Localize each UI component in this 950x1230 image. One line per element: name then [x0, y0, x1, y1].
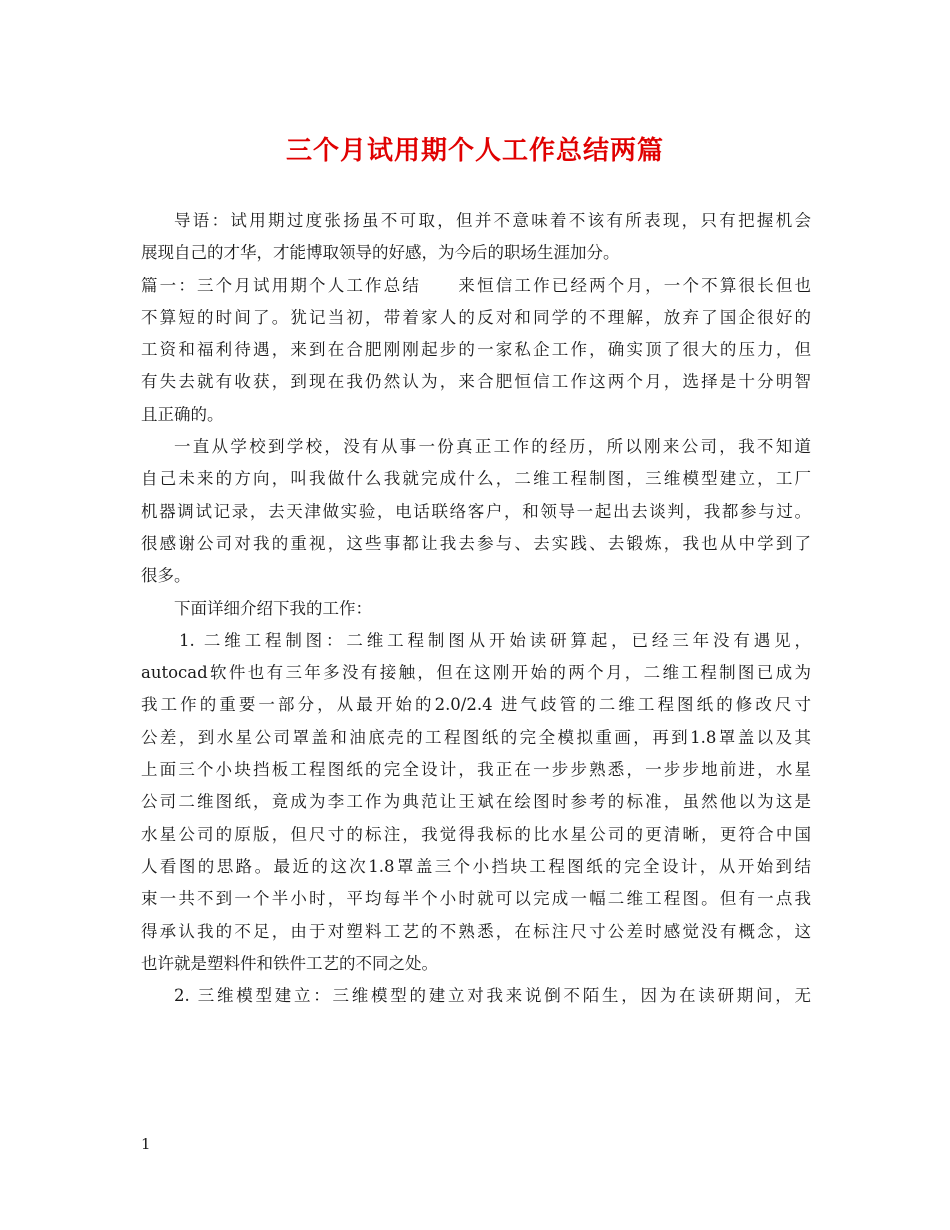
text-line: 不算短的时间了。犹记当初，带着家人的反对和同学的不理解，放弃了国企很好的 — [141, 307, 811, 327]
text-line: 1. 二维工程制图：二维工程制图从开始读研算起，已经三年没有遇见， — [179, 630, 811, 650]
text-line: 束一共不到一个半小时，平均每半个小时就可以完成一幅二维工程图。但有一点我 — [141, 889, 811, 909]
text-line: 机器调试记录，去天津做实验，电话联络客户，和领导一起出去谈判，我都参与过。 — [141, 501, 811, 521]
document-body — [141, 205, 811, 1012]
text-line: autocad软件也有三年多没有接触，但在这刚开始的两个月，二维工程制图已成为 — [141, 663, 811, 683]
text-line: 水星公司的原版，但尺寸的标注，我觉得我标的比水星公司的更清晰，更符合中国 — [141, 824, 811, 844]
document-title: 三个月试用期个人工作总结两篇 — [285, 136, 664, 166]
text-line: 很多。 — [141, 566, 191, 586]
text-line: 公差，到水星公司罩盖和油底壳的工程图纸的完全模拟重画，再到1.8罩盖以及其 — [141, 727, 811, 747]
text-line: 下面详细介绍下我的工作： — [174, 598, 372, 618]
text-line: 上面三个小块挡板工程图纸的完全设计，我正在一步步熟悉，一步步地前进，水星 — [141, 760, 811, 780]
text-line: 一直从学校到学校，没有从事一份真正工作的经历，所以刚来公司，我不知道 — [174, 437, 811, 457]
text-line: 且正确的。 — [141, 404, 224, 424]
text-line: 我工作的重要一部分，从最开始的2.0/2.4 进气歧管的二维工程图纸的修改尺寸 — [141, 695, 811, 715]
page-number: 1 — [141, 1135, 151, 1153]
text-line: 也许就是塑料件和铁件工艺的不同之处。 — [141, 953, 438, 973]
text-line: 人看图的思路。最近的这次1.8罩盖三个小挡块工程图纸的完全设计，从开始到结 — [141, 856, 811, 876]
text-line: 得承认我的不足，由于对塑料工艺的不熟悉，在标注尺寸公差时感觉没有概念，这 — [141, 921, 811, 941]
text-line: 很感谢公司对我的重视，这些事都让我去参与、去实践、去锻炼，我也从中学到了 — [141, 533, 811, 553]
text-line: 篇一：三个月试用期个人工作总结 来恒信工作已经两个月，一个不算很长但也 — [141, 275, 811, 295]
text-line: 自己未来的方向，叫我做什么我就完成什么，二维工程制图，三维模型建立，工厂 — [141, 469, 811, 489]
text-line: 公司二维图纸，竟成为李工作为典范让王斌在绘图时参考的标准，虽然他以为这是 — [141, 792, 811, 812]
text-line: 导语：试用期过度张扬虽不可取，但并不意味着不该有所表现，只有把握机会 — [174, 211, 811, 230]
text-line: 2. 三维模型建立：三维模型的建立对我来说倒不陌生，因为在读研期间，无 — [174, 986, 811, 1006]
text-line: 展现自己的才华，才能博取领导的好感，为今后的职场生涯加分。 — [141, 243, 620, 263]
text-line: 工资和福利待遇，来到在合肥刚刚起步的一家私企工作，确实顶了很大的压力，但 — [141, 340, 811, 360]
text-line: 有失去就有收获，到现在我仍然认为，来合肥恒信工作这两个月，选择是十分明智 — [141, 372, 811, 392]
